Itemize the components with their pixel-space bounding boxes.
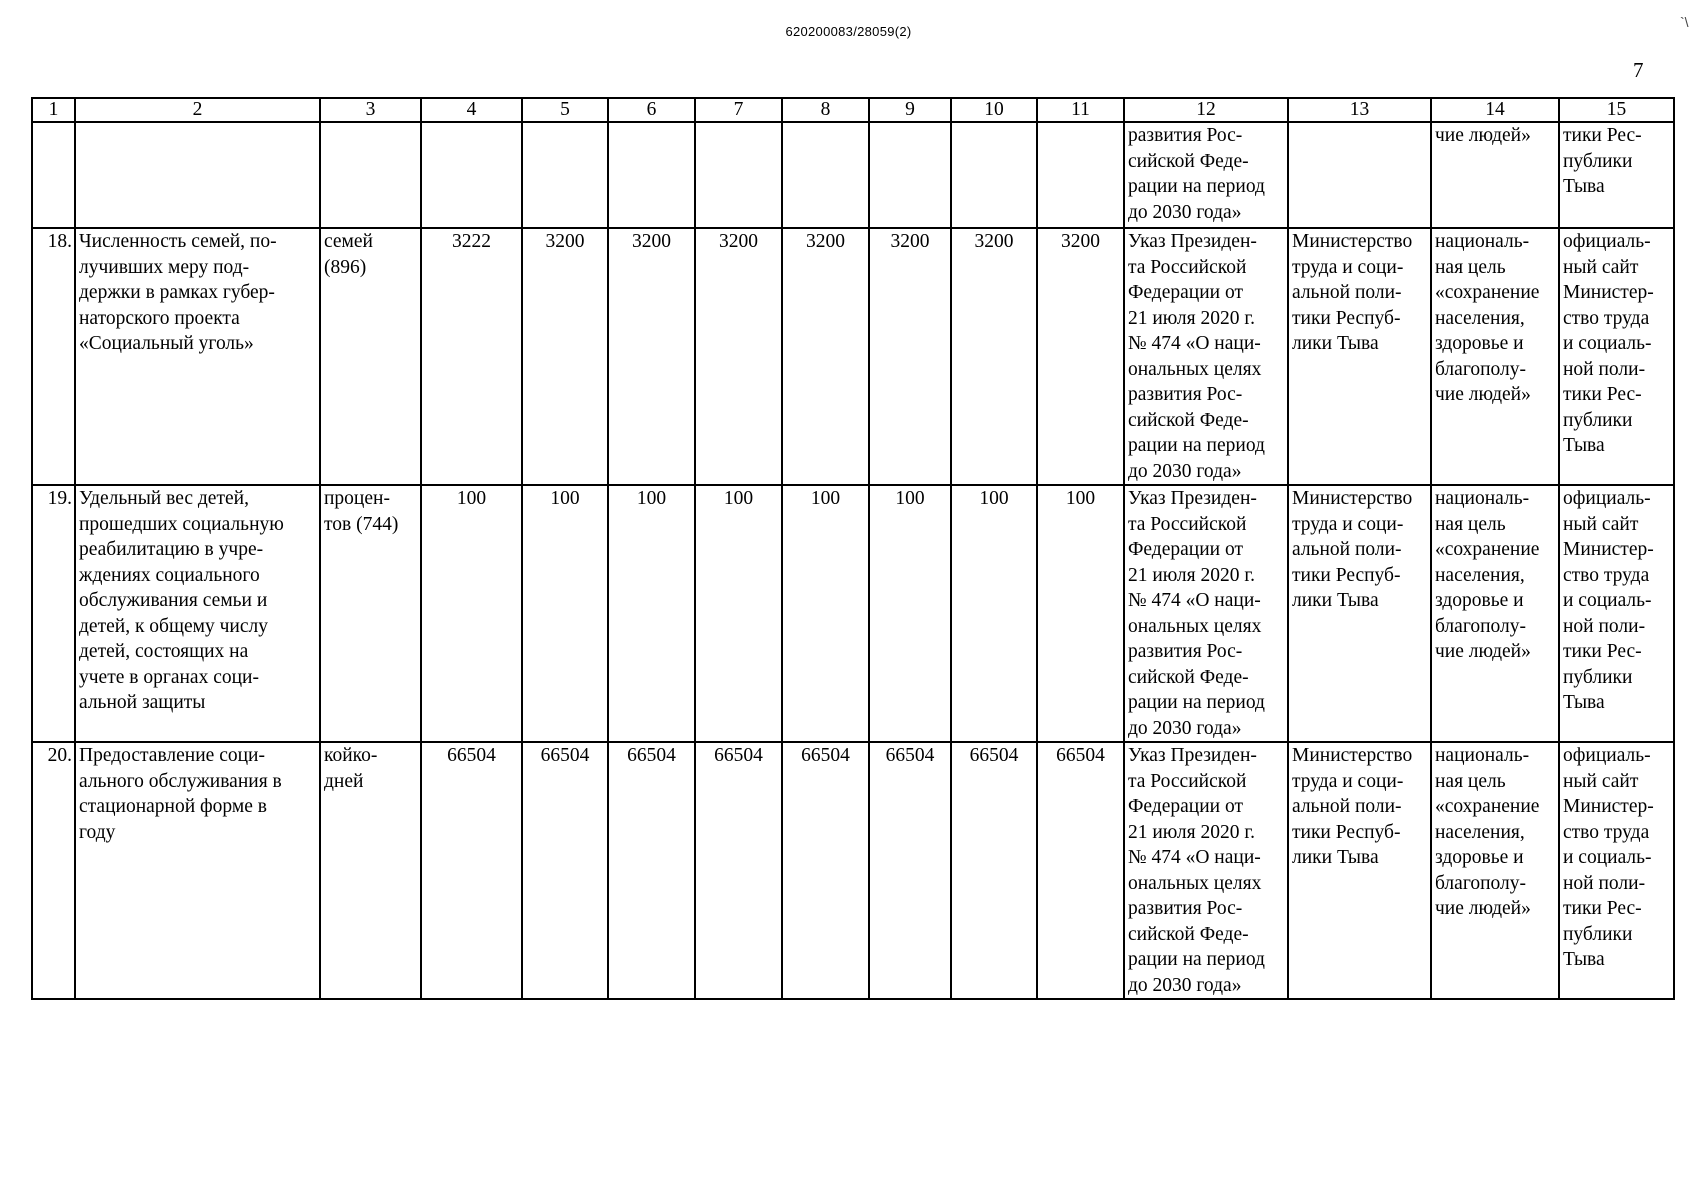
table-cell (695, 122, 782, 228)
source-cell: тики Рес- публики Тыва (1559, 122, 1674, 228)
goal-cell: чие людей» (1431, 122, 1559, 228)
header-cell: 11 (1037, 98, 1124, 122)
basis-cell: Указ Президен- та Российской Федерации от 21 июля 2020 г. № 474 «О наци- ональных целях развития Рос- сийской Феде- рации на период до 2030 года» (1124, 742, 1288, 999)
value-cell: 3200 (608, 228, 695, 485)
value-cell: 100 (951, 485, 1037, 742)
responsible-cell: Министерство труда и соци- альной поли- тики Респуб- лики Тыва (1288, 742, 1431, 999)
table-cell (869, 122, 951, 228)
value-cell: 100 (695, 485, 782, 742)
unit-cell: койко- дней (320, 742, 421, 999)
header-cell: 7 (695, 98, 782, 122)
value-cell: 100 (869, 485, 951, 742)
header-cell: 6 (608, 98, 695, 122)
value-cell: 66504 (522, 742, 608, 999)
responsible-cell: Министерство труда и соци- альной поли- тики Респуб- лики Тыва (1288, 485, 1431, 742)
goal-cell: националь- ная цель «сохранение населения, здоровье и благополу- чие людей» (1431, 228, 1559, 485)
header-cell: 9 (869, 98, 951, 122)
table-row (32, 485, 1674, 742)
value-cell: 66504 (1037, 742, 1124, 999)
source-cell: официаль- ный сайт Министер- ство труда и социаль- ной поли- тики Рес- публики Тыва (1559, 485, 1674, 742)
indicator-cell: Численность семей, по- лучивших меру под- держки в рамках губер- наторского проекта «Социальный уголь» (75, 228, 320, 485)
corner-mark: `\ (1680, 14, 1689, 30)
table-cell (421, 122, 522, 228)
table-cell (320, 122, 421, 228)
header-cell: 12 (1124, 98, 1288, 122)
table-cell (75, 122, 320, 228)
table-row (32, 742, 1674, 999)
header-cell: 3 (320, 98, 421, 122)
basis-cell: Указ Президен- та Российской Федерации от 21 июля 2020 г. № 474 «О наци- ональных целях развития Рос- сийской Феде- рации на период до 2030 года» (1124, 228, 1288, 485)
value-cell: 3200 (869, 228, 951, 485)
value-cell: 3200 (695, 228, 782, 485)
value-cell: 3222 (421, 228, 522, 485)
table-cell (522, 122, 608, 228)
value-cell: 3200 (951, 228, 1037, 485)
value-cell: 66504 (608, 742, 695, 999)
table-row (32, 228, 1674, 485)
table-row-continuation (32, 122, 1674, 228)
header-cell: 15 (1559, 98, 1674, 122)
source-cell: официаль- ный сайт Министер- ство труда и социаль- ной поли- тики Рес- публики Тыва (1559, 742, 1674, 999)
value-cell: 100 (421, 485, 522, 742)
value-cell: 3200 (782, 228, 869, 485)
table-header-row (32, 98, 1674, 122)
table-cell (782, 122, 869, 228)
page-number: 7 (1633, 58, 1644, 82)
value-cell: 3200 (522, 228, 608, 485)
value-cell: 3200 (1037, 228, 1124, 485)
unit-cell: процен- тов (744) (320, 485, 421, 742)
value-cell: 100 (522, 485, 608, 742)
value-cell: 66504 (869, 742, 951, 999)
basis-cell: Указ Президен- та Российской Федерации от 21 июля 2020 г. № 474 «О наци- ональных целях развития Рос- сийской Феде- рации на период до 2030 года» (1124, 485, 1288, 742)
value-cell: 66504 (782, 742, 869, 999)
header-cell: 13 (1288, 98, 1431, 122)
row-number: 20. (32, 742, 75, 999)
value-cell: 66504 (421, 742, 522, 999)
header-cell: 5 (522, 98, 608, 122)
goal-cell: националь- ная цель «сохранение населения, здоровье и благополу- чие людей» (1431, 742, 1559, 999)
source-cell: официаль- ный сайт Министер- ство труда и социаль- ной поли- тики Рес- публики Тыва (1559, 228, 1674, 485)
table-cell (608, 122, 695, 228)
header-cell: 14 (1431, 98, 1559, 122)
header-cell: 4 (421, 98, 522, 122)
responsible-cell: Министерство труда и соци- альной поли- тики Респуб- лики Тыва (1288, 228, 1431, 485)
document-id: 620200083/28059(2) (785, 24, 912, 39)
table-cell (1288, 122, 1431, 228)
basis-cell: развития Рос- сийской Феде- рации на период до 2030 года» (1124, 122, 1288, 228)
value-cell: 100 (1037, 485, 1124, 742)
value-cell: 100 (782, 485, 869, 742)
goal-cell: националь- ная цель «сохранение населения, здоровье и благополу- чие людей» (1431, 485, 1559, 742)
table-cell (1037, 122, 1124, 228)
indicator-cell: Удельный вес детей, прошедших социальную реабилитацию в учре- ждениях социального обслуживания семьи и детей, к общему числу детей, состоящих на учете в органах соци- альной защиты (75, 485, 320, 742)
value-cell: 66504 (695, 742, 782, 999)
row-number: 19. (32, 485, 75, 742)
unit-cell: семей (896) (320, 228, 421, 485)
value-cell: 100 (608, 485, 695, 742)
header-cell: 1 (32, 98, 75, 122)
header-cell: 8 (782, 98, 869, 122)
header-cell: 2 (75, 98, 320, 122)
value-cell: 66504 (951, 742, 1037, 999)
table-cell (32, 122, 75, 228)
header-cell: 10 (951, 98, 1037, 122)
table-cell (951, 122, 1037, 228)
indicators-table (31, 97, 1675, 1000)
row-number: 18. (32, 228, 75, 485)
indicator-cell: Предоставление соци- ального обслуживания в стационарной форме в году (75, 742, 320, 999)
